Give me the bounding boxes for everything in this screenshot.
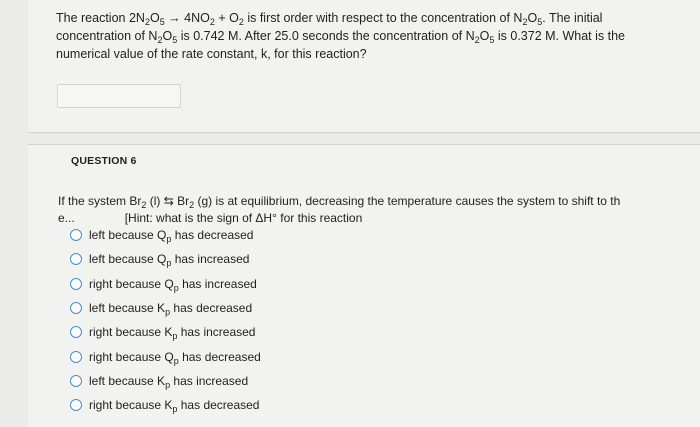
option-text: has decreased (170, 301, 253, 315)
option-text: has increased (178, 277, 257, 291)
option-text: right because (89, 350, 165, 364)
option-subscript: p (165, 380, 171, 390)
answer-option-label (89, 325, 255, 339)
answer-option[interactable] (70, 226, 253, 244)
q5-subscript: 2 (157, 35, 163, 45)
answer-option-label (89, 350, 261, 364)
option-subscript: p (172, 404, 178, 414)
option-variable: Q (157, 252, 167, 266)
option-text: left because (89, 301, 158, 315)
radio-button[interactable] (70, 229, 82, 241)
q5-subscript: 5 (489, 35, 495, 45)
option-variable: K (157, 374, 166, 388)
q5-subscript: 5 (172, 35, 178, 45)
option-text: right because (89, 277, 165, 291)
option-text: has increased (177, 325, 256, 339)
option-text: left because (89, 252, 158, 266)
answer-input[interactable] (57, 84, 181, 108)
q5-text-segment: is 0.372 M. What is the (494, 29, 625, 43)
answer-option[interactable] (70, 372, 248, 390)
option-subscript: p (166, 258, 172, 268)
option-variable: K (157, 301, 166, 315)
question-5-text (56, 9, 656, 63)
radio-button[interactable] (70, 399, 82, 411)
option-text: left because (89, 374, 158, 388)
option-text: left because (89, 228, 158, 242)
radio-button[interactable] (70, 278, 82, 290)
q5-subscript: 2 (238, 17, 244, 27)
answer-option-label (89, 228, 253, 242)
option-subscript: p (173, 283, 179, 293)
q5-text-segment: numerical value of the rate constant, k, for this reaction? (56, 47, 367, 61)
option-variable: Q (157, 228, 167, 242)
q5-text-segment: . The initial (542, 11, 603, 25)
option-variable: Q (164, 350, 174, 364)
answer-option-label (89, 277, 257, 291)
q5-text-segment: O (527, 11, 538, 25)
q5-text-segment: concentration of N (56, 29, 158, 43)
option-subscript: p (166, 234, 172, 244)
q6-text-segment: (g) is at equilibrium, decreasing the temperature causes the system to shift to th (194, 194, 621, 208)
option-subscript: p (165, 307, 171, 317)
answer-option-label (89, 252, 249, 266)
q5-text-segment: + O (214, 11, 239, 25)
answer-option-label (89, 374, 248, 388)
q5-text-segment: is first order with respect to the concentration of N (243, 11, 523, 25)
answer-option[interactable] (70, 348, 261, 366)
option-text: has decreased (178, 350, 261, 364)
option-text: right because (89, 325, 165, 339)
answer-option[interactable] (70, 275, 257, 293)
radio-button[interactable] (70, 326, 82, 338)
q6-subscript: 2 (189, 200, 195, 210)
q5-subscript: 2 (144, 17, 150, 27)
option-text: has decreased (177, 398, 260, 412)
q5-subscript: 2 (474, 35, 480, 45)
option-subscript: p (172, 331, 178, 341)
question-6-text (58, 193, 668, 227)
option-variable: K (164, 325, 173, 339)
q6-text-segment: (l) ⇆ Br (146, 194, 190, 208)
q5-text-segment: O (162, 29, 173, 43)
option-text: has increased (171, 252, 250, 266)
answer-option[interactable] (70, 323, 255, 341)
q6-subscript: 2 (141, 200, 147, 210)
answer-option[interactable] (70, 396, 259, 414)
option-text: right because (89, 398, 165, 412)
radio-button[interactable] (70, 375, 82, 387)
q5-text-segment: O (149, 11, 160, 25)
question-6-header: QUESTION 6 (71, 155, 137, 167)
q5-text-segment: → 4NO (164, 11, 210, 25)
radio-button[interactable] (70, 253, 82, 265)
hint-text: [Hint: what is the sign of ΔH° for this reaction (124, 211, 363, 225)
answer-option[interactable] (70, 299, 252, 317)
answer-option-label (89, 398, 259, 412)
option-text: has decreased (171, 228, 254, 242)
q6-text-segment: If the system Br (58, 194, 142, 208)
q5-text-segment: The reaction 2N (56, 11, 145, 25)
q6-text-segment: e... (58, 211, 75, 225)
option-variable: Q (164, 277, 174, 291)
radio-button[interactable] (70, 351, 82, 363)
q5-subscript: 5 (159, 17, 165, 27)
answer-option-label (89, 301, 252, 315)
q5-text-segment: is 0.742 M. After 25.0 seconds the concentration of N (177, 29, 475, 43)
option-text: has increased (170, 374, 249, 388)
q5-text-segment: O (479, 29, 490, 43)
option-variable: K (164, 398, 173, 412)
radio-button[interactable] (70, 302, 82, 314)
q5-subscript: 2 (522, 17, 528, 27)
option-subscript: p (173, 356, 179, 366)
section-divider (28, 132, 700, 133)
answer-option[interactable] (70, 250, 249, 268)
q5-subscript: 2 (209, 17, 215, 27)
q5-subscript: 5 (537, 17, 543, 27)
